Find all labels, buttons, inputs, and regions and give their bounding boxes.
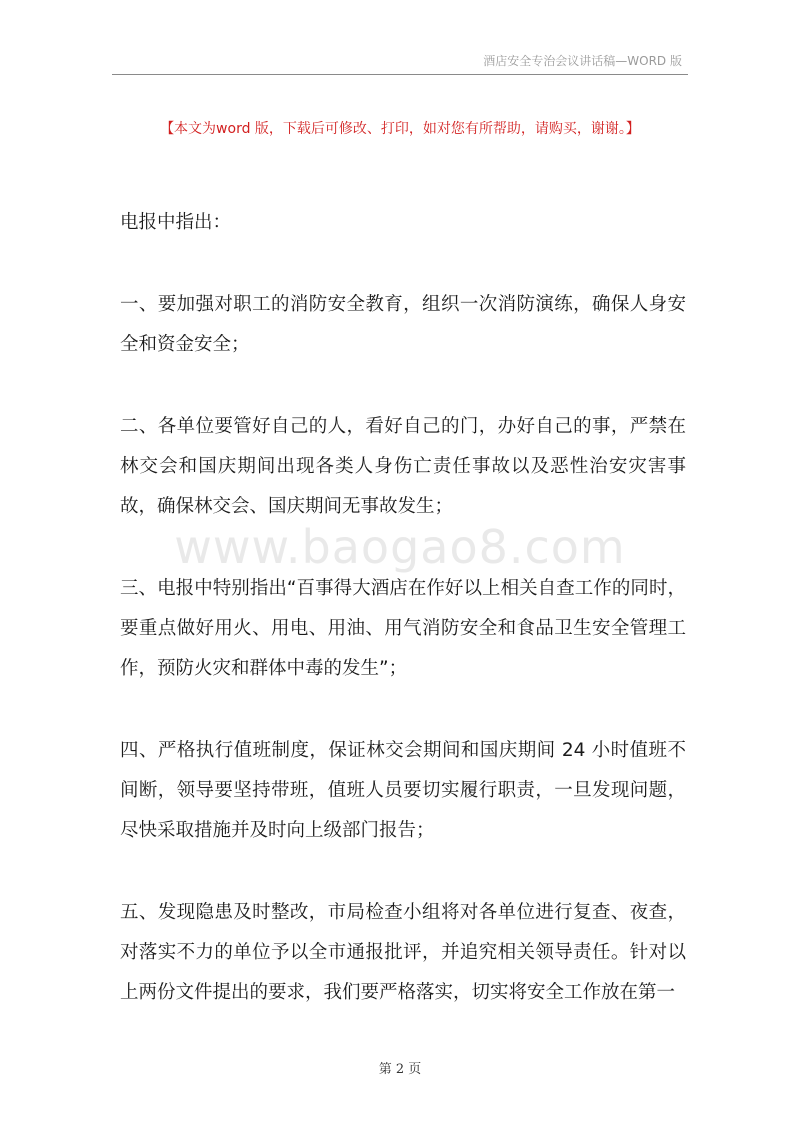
page-number: 第 2 页: [378, 1062, 422, 1077]
paragraph-2: 二、各单位要管好自己的人，看好自己的门，办好自己的事，严禁在林交会和国庆期间出现各类人身伤亡责任事故以及恶性治安灾害事故，确保林交会、国庆期间无事故发生；: [120, 416, 686, 517]
paragraph-1: 一、要加强对职工的消防安全教育，组织一次消防演练，确保人身安全和资金安全；: [120, 294, 686, 355]
watermark-text: www.baogao8.com: [174, 520, 626, 574]
header-divider: [112, 74, 688, 75]
paragraph-4: 四、严格执行值班制度，保证林交会期间和国庆期间 24 小时值班不间断，领导要坚持带班，值班人员要切实履行职责，一旦发现问题，尽快采取措施并及时向上级部门报告；: [120, 740, 686, 841]
document-body: [120, 203, 686, 1055]
paragraph-5: 五、发现隐患及时整改，市局检查小组将对各单位进行复查、夜查，对落实不力的单位予以全市通报批评，并追究相关领导责任。针对以上两份文件提出的要求，我们要严格落实，切实将安全工作放在第一: [120, 902, 686, 1003]
purchase-notice: 【本文为word 版，下载后可修改、打印，如对您有所帮助，请购买，谢谢。】: [160, 121, 640, 137]
document-header-title: 酒店安全专治会议讲话稿—WORD 版: [483, 54, 682, 68]
intro-line: 电报中指出：: [120, 212, 232, 233]
paragraph-3: 三、电报中特别指出“百事得大酒店在作好以上相关自查工作的同时，要重点做好用火、用电、用油、用气消防安全和食品卫生安全管理工作，预防火灾和群体中毒的发生”；: [120, 578, 686, 679]
